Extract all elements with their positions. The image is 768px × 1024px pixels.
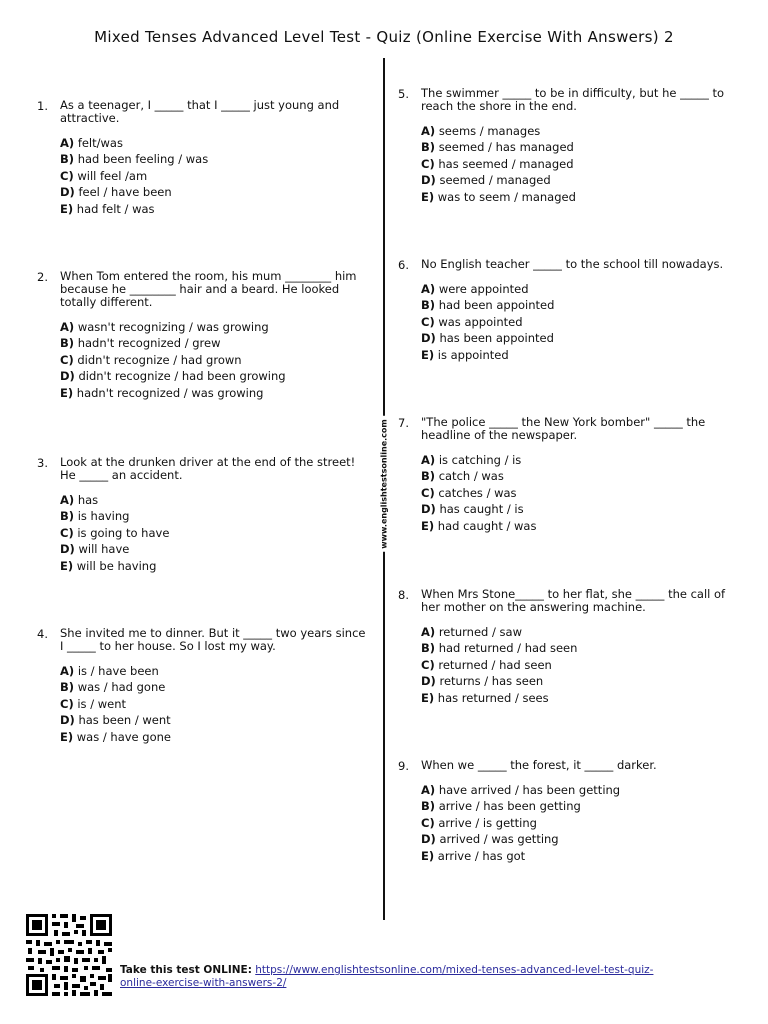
option-letter: B) [60,152,75,167]
option-letter: A) [60,664,75,678]
option-text: didn't recognize / had been growing [78,369,286,384]
question-number: 6. [398,258,409,272]
option-c[interactable] [421,657,733,673]
question-number: 1. [37,99,48,113]
option-text: seemed / managed [439,173,551,188]
option-text: will have [78,542,130,557]
option-d[interactable] [421,501,721,517]
option-text: returned / had seen [438,657,552,672]
option-letter: D) [421,674,436,689]
option-text: arrive / has got [437,848,526,863]
option-text: has caught / is [439,502,524,517]
option-e[interactable] [60,201,360,217]
question-text: Look at the drunken driver at the end of the street! He _____ an accident. [60,455,356,482]
question-4 [37,626,372,745]
option-c[interactable] [421,156,731,172]
option-a[interactable] [421,452,721,468]
option-letter: B) [60,680,75,695]
option-b[interactable] [421,798,733,814]
option-text: will be having [76,558,157,573]
option-letter: E) [421,690,435,705]
option-letter: C) [60,352,74,367]
option-b[interactable] [60,151,360,167]
option-letter: A) [421,625,436,639]
option-text: had returned / had seen [438,641,578,656]
qr-code-icon[interactable] [24,912,114,998]
option-text: is having [77,509,130,524]
option-text: returned / saw [438,625,522,639]
option-d[interactable] [421,330,733,346]
option-letter: E) [421,518,435,533]
option-text: feel / have been [78,185,172,200]
option-letter: D) [60,369,75,384]
option-e[interactable] [60,558,362,574]
option-text: has been appointed [439,331,554,346]
option-b[interactable] [421,297,733,313]
question-text: When Mrs Stone_____ to her flat, she _____ the call of her mother on the answering machine. [421,587,726,614]
option-text: wasn't recognizing / was growing [77,320,269,334]
question-number: 7. [398,416,409,430]
option-letter: D) [60,185,75,200]
option-text: had felt / was [76,201,155,216]
option-c[interactable] [421,314,733,330]
option-text: hadn't recognized / was growing [76,385,264,400]
option-text: had been appointed [438,298,555,313]
option-text: is catching / is [438,453,522,467]
option-letter: C) [421,314,435,329]
option-letter: D) [421,331,436,346]
question-3 [37,455,362,574]
option-letter: C) [421,657,435,672]
option-text: was to seem / managed [437,189,576,204]
option-text: had caught / was [437,518,537,533]
option-text: will feel /am [77,168,148,183]
question-8 [398,587,733,706]
option-letter: E) [421,848,435,863]
option-e[interactable] [60,729,372,745]
option-text: arrive / is getting [438,815,537,830]
option-a[interactable] [421,123,731,139]
option-e[interactable] [421,347,733,363]
option-letter: C) [60,168,74,183]
option-text: was / had gone [77,680,166,695]
option-a[interactable] [421,782,733,798]
question-text: "The police _____ the New York bomber" _____ the headline of the newspaper. [421,415,706,442]
option-letter: D) [60,542,75,557]
option-text: returns / has seen [439,674,544,689]
option-text: have arrived / has been getting [438,783,621,797]
option-letter: B) [421,641,436,656]
option-letter: A) [421,783,436,797]
option-letter: A) [421,453,436,467]
option-b[interactable] [60,508,362,524]
option-text: didn't recognize / had grown [77,352,242,367]
question-text: No English teacher _____ to the school till nowadays. [421,257,724,271]
option-letter: E) [60,558,74,573]
question-text: She invited me to dinner. But it _____ two years since I _____ to her house. So I lost my way. [60,626,366,653]
option-d[interactable] [60,184,360,200]
question-9 [398,758,733,864]
option-letter: B) [421,799,436,814]
option-letter: A) [60,320,75,334]
question-number: 3. [37,456,48,470]
options-list [421,123,731,205]
option-text: catches / was [438,485,517,500]
option-text: were appointed [438,282,529,296]
option-text: hadn't recognized / grew [77,336,221,351]
option-letter: A) [60,493,75,507]
question-1 [37,98,360,217]
option-letter: C) [60,696,74,711]
option-e[interactable] [60,385,362,401]
option-a[interactable] [60,663,372,679]
footer [120,964,680,990]
option-letter: C) [60,525,74,540]
option-text: has returned / sees [437,690,549,705]
option-text: felt/was [77,136,123,150]
option-c[interactable] [421,485,721,501]
option-text: has [77,493,99,507]
options-list [60,663,372,745]
options-list [421,624,733,706]
option-letter: C) [421,156,435,171]
option-text: had been feeling / was [77,152,209,167]
option-c[interactable] [60,525,362,541]
options-list [60,135,360,217]
question-5 [398,86,731,205]
option-b[interactable] [60,335,362,351]
option-letter: B) [60,509,75,524]
question-text: The swimmer _____ to be in difficulty, but he _____ to reach the shore in the end. [421,86,725,113]
side-url: www.englishtestsonline.com [380,416,389,552]
option-e[interactable] [421,189,731,205]
option-letter: B) [421,469,436,484]
option-text: is / have been [77,664,159,678]
option-text: has been / went [78,713,171,728]
option-b[interactable] [60,679,372,695]
option-letter: C) [421,815,435,830]
option-a[interactable] [60,135,360,151]
option-text: is appointed [437,347,509,362]
option-a[interactable] [60,319,362,335]
options-list [60,319,362,401]
option-d[interactable] [421,831,733,847]
option-letter: A) [421,282,436,296]
option-b[interactable] [421,640,733,656]
question-2 [37,269,362,401]
question-number: 9. [398,759,409,773]
option-text: seems / manages [438,124,541,138]
option-letter: D) [60,713,75,728]
option-letter: B) [60,336,75,351]
question-text: When Tom entered the room, his mum ________ him because he ________ hair and a beard. He looked totally different. [60,269,357,309]
option-letter: B) [421,140,436,155]
options-list [421,281,733,363]
option-c[interactable] [421,815,733,831]
option-a[interactable] [421,281,733,297]
option-d[interactable] [421,172,731,188]
question-text: When we _____ the forest, it _____ darker. [421,758,657,772]
options-list [421,452,721,534]
question-7 [398,415,721,534]
option-letter: E) [60,385,74,400]
question-number: 2. [37,270,48,284]
option-d[interactable] [421,673,733,689]
option-letter: C) [421,485,435,500]
footer-link[interactable]: https://www.englishtestsonline.com/mixed-tenses-advanced-level-test-quiz-online-exercise-with-answers-2/ [120,964,654,989]
option-d[interactable] [60,368,362,384]
option-b[interactable] [421,468,721,484]
option-e[interactable] [421,518,721,534]
option-text: arrive / has been getting [438,799,581,814]
option-c[interactable] [60,696,372,712]
footer-label: Take this test ONLINE: [120,964,252,976]
option-c[interactable] [60,168,360,184]
question-number: 8. [398,588,409,602]
option-c[interactable] [60,352,362,368]
option-letter: A) [60,136,75,150]
option-d[interactable] [60,541,362,557]
options-list [60,492,362,574]
option-letter: E) [60,729,74,744]
option-text: seemed / has managed [438,140,574,155]
option-text: is going to have [77,525,170,540]
option-text: was appointed [438,314,523,329]
option-b[interactable] [421,139,731,155]
page-title: Mixed Tenses Advanced Level Test - Quiz (Online Exercise With Answers) 2 [94,28,674,46]
option-text: was / have gone [76,729,171,744]
option-letter: E) [421,189,435,204]
option-letter: E) [421,347,435,362]
question-6 [398,257,733,363]
option-letter: D) [421,832,436,847]
question-number: 4. [37,627,48,641]
option-letter: E) [60,201,74,216]
option-text: catch / was [438,469,504,484]
options-list [421,782,733,864]
option-letter: B) [421,298,436,313]
option-a[interactable] [60,492,362,508]
option-text: has seemed / managed [438,156,574,171]
option-d[interactable] [60,712,372,728]
option-e[interactable] [421,690,733,706]
option-letter: A) [421,124,436,138]
option-a[interactable] [421,624,733,640]
option-letter: D) [421,173,436,188]
option-e[interactable] [421,848,733,864]
option-text: is / went [77,696,127,711]
option-letter: D) [421,502,436,517]
option-text: arrived / was getting [439,832,559,847]
question-text: As a teenager, I _____ that I _____ just young and attractive. [60,98,340,125]
question-number: 5. [398,87,409,101]
